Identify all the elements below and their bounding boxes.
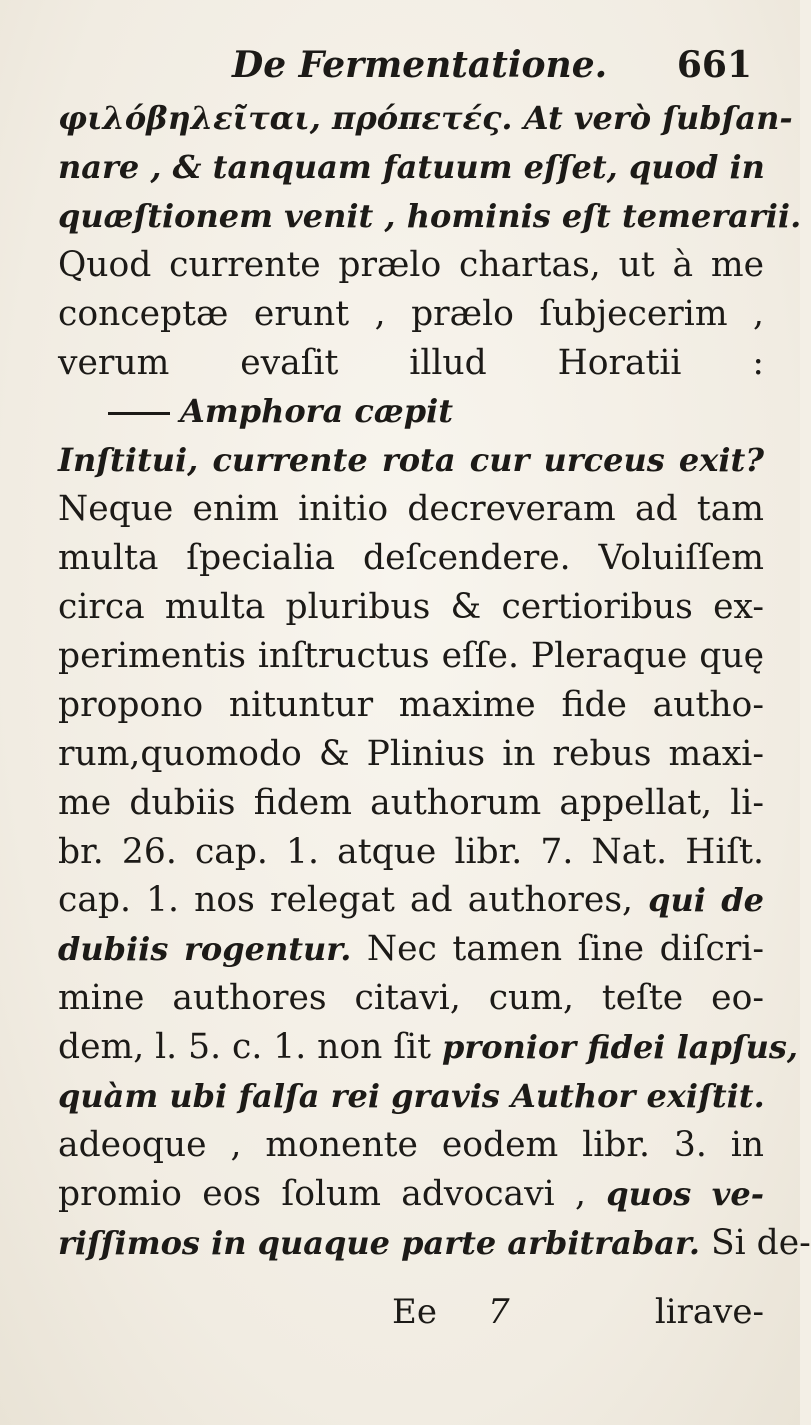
text-line: multa ſpecialia deſcendere. Voluiſſem bbox=[58, 538, 764, 579]
text-line: quæſtionem venit , hominis eſt temerarii. bbox=[58, 196, 802, 235]
text-line: Quod currente prælo chartas, ut à me bbox=[58, 244, 764, 285]
text-line: verum evaſit illud Horatii : bbox=[58, 342, 764, 383]
text-line: cap. 1. nos relegat ad authores, qui de bbox=[58, 880, 765, 921]
text-line: adeoque , monente eodem libr. 3. in bbox=[58, 1124, 764, 1165]
signature-number: 7 bbox=[488, 1292, 510, 1332]
text-line: conceptæ erunt , prælo ſubjecerim , bbox=[58, 293, 764, 334]
text-line: propono nituntur maxime fide autho- bbox=[58, 684, 764, 725]
text-line: me dubiis fidem authorum appellat, li- bbox=[58, 782, 764, 823]
text-line: riſſimos in quaque parte arbitrabar. Si de- bbox=[58, 1222, 811, 1263]
catchword: lirave- bbox=[654, 1292, 764, 1332]
text-line: promio eos ſolum advocavi , quos ve- bbox=[58, 1173, 764, 1214]
text-line: φιλόβηλεῖται, πρόπετές. At verò ſubſan- bbox=[58, 99, 793, 137]
page-number: 661 bbox=[676, 44, 752, 86]
text-line: circa multa pluribus & certioribus ex- bbox=[58, 587, 764, 627]
text-line: Neque enim initio decreveram ad tam bbox=[58, 489, 764, 530]
text-line: perimentis inſtructus eſſe. Pleraque quę bbox=[58, 635, 764, 676]
page-footer bbox=[392, 1290, 764, 1334]
text-line: rum,quomodo & Plinius in rebus maxi- bbox=[58, 733, 764, 774]
running-title: De Fermentatione. bbox=[232, 44, 608, 86]
text-line: Inſtitui, currente rota cur urceus exit? bbox=[58, 441, 764, 480]
quote-dash bbox=[108, 412, 170, 415]
text-line: br. 26. cap. 1. atque libr. 7. Nat. Hiſt. bbox=[58, 831, 764, 872]
text-line: quàm ubi falſa rei gravis Author exiſtit. bbox=[58, 1077, 765, 1115]
text-line: nare , & tanquam fatuum eſſet, quod in bbox=[58, 147, 765, 186]
text-line: Amphora cæpit bbox=[108, 389, 764, 433]
signature-mark: Ee bbox=[392, 1292, 437, 1332]
text-line: dubiis rogentur. Nec tamen ſine diſcri- bbox=[58, 929, 764, 970]
text-line: dem, l. 5. c. 1. non ſit pronior fidei lapſus, bbox=[58, 1027, 799, 1068]
text-line: mine authores citavi, cum, teſte eo- bbox=[58, 978, 764, 1019]
running-header bbox=[232, 44, 760, 94]
